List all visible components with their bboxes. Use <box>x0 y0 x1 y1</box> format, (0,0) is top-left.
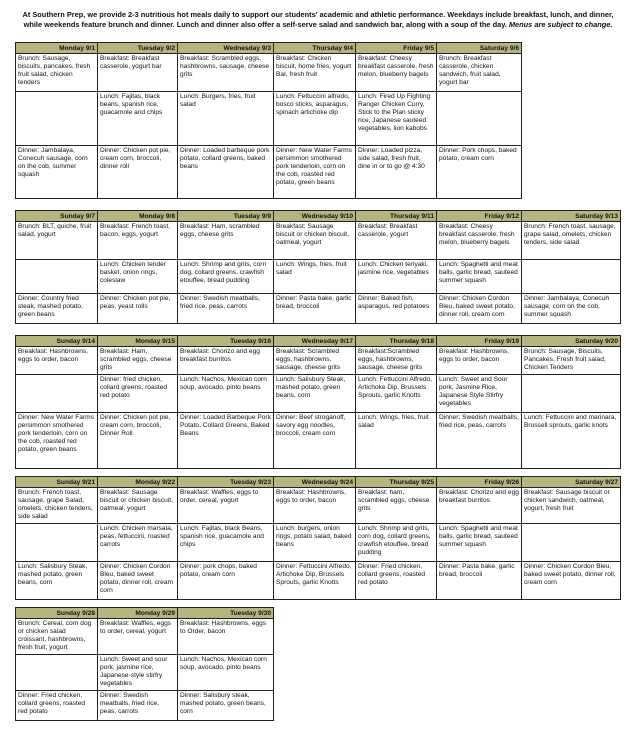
meal-cell: Dinner: Swedish meatballs, fried rice, peas, carrots <box>437 413 522 469</box>
day-header: Tuesday 9/16 <box>178 336 274 347</box>
meal-cell: Breakfast: Breakfast casserole, yogurt <box>356 222 437 260</box>
day-header: Sunday 9/28 <box>16 608 98 619</box>
meal-cell: Brunch: Breakfast casserole, chicken sandwich, fruit salad, yogurt bar <box>437 54 522 92</box>
meal-cell: Dinner: Fried chicken, collard greens, roasted red potato <box>16 691 98 721</box>
meal-cell: Breakfast: ham, scrambled eggs, cheese grits <box>356 488 437 524</box>
meal-row-lunch <box>16 375 621 413</box>
meal-cell: Breakfast: Sausage biscuit or chicken biscuit, oatmeal, yogurt <box>274 222 356 260</box>
meal-cell: Lunch: Fajitas, black beans, spanish rice, guacamole and chips <box>98 92 178 146</box>
meal-cell: Lunch: Shrimp and grits, corn dog, collard greens, crawfish etouffee, bread pudding <box>178 260 274 294</box>
meal-cell: Dinner: Fried chicken, collard greens, roasted red potato <box>356 562 437 600</box>
meal-cell: Dinner: Swedish meatballs, fried rice, peas, carrots <box>178 294 274 324</box>
meal-cell <box>16 260 98 294</box>
meal-cell: Lunch: Wings, fries, fruit salad <box>356 413 437 469</box>
intro-note: Menus are subject to change. <box>508 19 613 29</box>
meal-cell: Breakfast: Cheesy breakfast casserole, fresh melon, blueberry bagels <box>356 54 437 92</box>
meal-cell: Dinner: Loaded Barbeque Pork Potato, Collard Greens, Baked Beans <box>178 413 274 469</box>
day-header: Thursday 9/18 <box>356 336 437 347</box>
day-header: Sunday 9/14 <box>16 336 98 347</box>
meal-cell: Breakfast: Scrambled eggs, hashbrowns, sausage, cheese grits <box>178 54 274 92</box>
meal-cell: Dinner: New Water Farms persimmon smothered pork tenderloin, corn on the cob, roasted red potato, green beans <box>16 413 98 469</box>
meal-cell: Dinner: Chicken pot pie, cream corn, broccoli, Dinner Roll <box>98 413 178 469</box>
meal-cell: Breakfast: French toast, bacon, eggs, yogurt <box>98 222 178 260</box>
meal-row-dinner <box>16 691 274 721</box>
meal-cell: Lunch: Salisbury Steak, mashed potato, green beans, corn <box>274 375 356 413</box>
meal-cell <box>522 260 621 294</box>
meal-cell: Dinner: Country fried steak, mashed potato, green beans <box>16 294 98 324</box>
meal-cell <box>16 92 98 146</box>
meal-cell: Lunch: Fajitas, black Beans, spanish rice, guacamole and chips <box>178 524 274 562</box>
day-header: Friday 9/26 <box>437 477 522 488</box>
menu-intro <box>18 10 618 29</box>
day-header: Monday 9/22 <box>98 477 178 488</box>
meal-cell: Breakfast: Sausage biscuit or chicken sandwich, oatmeal, yogurt, fresh fruit <box>522 488 621 524</box>
meal-cell: Breakfast: Waffles, eggs to order, cereal, yogurt <box>178 488 274 524</box>
meal-cell: Breakfast: Ham, scrambled eggs, cheese grits <box>98 347 178 375</box>
day-header: Thursday 9/4 <box>274 43 356 54</box>
meal-cell: Dinner: Chicken Cordon Bleu, baked sweet potato, dinner roll, cream corn <box>437 294 522 324</box>
meal-cell: Breakfast: Breakfast casserole, yogurt bar <box>98 54 178 92</box>
meal-cell <box>16 524 98 562</box>
day-header: Tuesday 9/23 <box>178 477 274 488</box>
day-header: Monday 9/1 <box>16 43 98 54</box>
meal-cell: Breakfast: Cheesy breakfast casserole, fresh melon, blueberry bagels <box>437 222 522 260</box>
day-header: Tuesday 9/30 <box>178 608 274 619</box>
meal-cell: Dinner: Fettuccini Alfredo, Artichoke Dip, Brussels Sprouts, garlic Knotts <box>274 562 356 600</box>
day-header: Tuesday 9/2 <box>98 43 178 54</box>
meal-cell: Breakfast: Chorizo and egg breakfast burritos <box>437 488 522 524</box>
meal-row-dinner <box>16 146 522 199</box>
meal-row-lunch <box>16 655 274 691</box>
day-header: Sunday 9/7 <box>16 211 98 222</box>
meal-cell <box>16 655 98 691</box>
meal-row-morning <box>16 619 274 655</box>
meal-cell: Dinner: Loaded barbeque pork potato, collard greens, baked beans <box>178 146 274 199</box>
meal-cell: Dinner: Salisbury steak, mashed potato, green beans, corn <box>178 691 274 721</box>
meal-cell: Dinner: Swedish meatballs, fried rice, peas, carrots <box>98 691 178 721</box>
day-header: Wednesday 9/24 <box>274 477 356 488</box>
meal-cell: Lunch: Nachos, Mexican corn soup, avocado, pinto beans <box>178 655 274 691</box>
meal-row-lunch <box>16 260 621 294</box>
meal-cell: Lunch: burgers, onion rings, potato salad, baked beans <box>274 524 356 562</box>
week-header-row <box>16 477 621 488</box>
meal-cell: Brunch: BLT, quiche, fruit salad, yogurt <box>16 222 98 260</box>
meal-cell: Dinner: Baked fish, asparagus, red potatoes <box>356 294 437 324</box>
meal-cell: Brunch: French toast, sausage, grape salad, omelets, chicken tenders, side salad <box>522 222 621 260</box>
day-header: Friday 9/12 <box>437 211 522 222</box>
day-header: Sunday 9/21 <box>16 477 98 488</box>
meal-cell: Breakfast: Chorizo and egg breakfast burritos <box>178 347 274 375</box>
meal-cell: Breakfast: Waffles, eggs to order, cereal, yogurt <box>98 619 178 655</box>
meal-cell: Lunch: Chicken marsala, peas, fettuccini, roasted carrots <box>98 524 178 562</box>
meal-cell: Breakfast: Ham, scrambled eggs, cheese grits <box>178 222 274 260</box>
week-header-row <box>16 608 274 619</box>
meal-cell: Dinner: New Water Farms persimmon smothered pork tenderloin, corn on the cob, roasted red potato, green beans <box>274 146 356 199</box>
meal-cell: Lunch: Sweet and Sour pork, Jasmine Rice, Japanese Style Stirfry vegetables <box>437 375 522 413</box>
meal-cell <box>437 92 522 146</box>
day-header: Thursday 9/25 <box>356 477 437 488</box>
week-table-5 <box>15 607 274 721</box>
meal-cell: Dinner: Loaded pizza, side salad, fresh fruit, dine in or to go @ 4:30 <box>356 146 437 199</box>
meal-cell: Dinner: pork chops, baked potato, cream corn <box>178 562 274 600</box>
day-header: Saturday 9/6 <box>437 43 522 54</box>
day-header: Saturday 9/13 <box>522 211 621 222</box>
meal-cell: Brunch: French toast, sausage, grape Salad, omelets, chicken tenders, side salad <box>16 488 98 524</box>
day-header: Friday 9/19 <box>437 336 522 347</box>
day-header: Monday 9/15 <box>98 336 178 347</box>
meal-cell: Lunch: Fettuccini Alfredo, Artichoke Dip, Brussels Sprouts, garlic Knotts <box>356 375 437 413</box>
meal-row-lunch <box>16 92 522 146</box>
meal-cell: Lunch: Shrimp and grits, corn dog, collard greens, crawfish etouffee, bread pudding <box>356 524 437 562</box>
meal-cell: Dinner: Jambalaya, Conecuh sausage, corn on the cob, summer squash <box>16 146 98 199</box>
week-table-4 <box>15 476 621 600</box>
meal-cell: Lunch: Chicken teriyaki, jasmine rice, vegetables <box>356 260 437 294</box>
meal-cell: Breakfast: Hashbrowns, eggs to order, bacon <box>16 347 98 375</box>
week-table-2 <box>15 210 621 324</box>
week-header-row <box>16 43 522 54</box>
meal-cell: Breakfast: Chicken biscuit, home fries, yogurt Bar, fresh fruit <box>274 54 356 92</box>
meal-cell: Breakfast: Hashbrowns, eggs to Order, bacon <box>178 619 274 655</box>
day-header: Saturday 9/27 <box>522 477 621 488</box>
day-header: Wednesday 9/17 <box>274 336 356 347</box>
meal-cell: Lunch: Wings, fries, fruit salad <box>274 260 356 294</box>
meal-cell: Breakfast: Hashbrowns, eggs to order, bacon <box>437 347 522 375</box>
week-table-1 <box>15 42 522 199</box>
meal-cell: Lunch: Salisbury Steak, mashed potato, green beans, corn <box>16 562 98 600</box>
meal-cell <box>16 375 98 413</box>
meal-cell <box>522 524 621 562</box>
meal-cell: Breakfast: Sausage biscuit or chicken biscuit, oatmeal, yogurt <box>98 488 178 524</box>
week-table-3 <box>15 335 621 469</box>
meal-row-morning <box>16 488 621 524</box>
meal-cell: Lunch: Spaghetti and meat balls, garlic bread, sauteed summer squash <box>437 524 522 562</box>
meal-cell: Lunch: Spaghetti and meat balls, garlic bread, sauteed summer squash <box>437 260 522 294</box>
meal-cell: Dinner: Chicken Cordon Bleu, baked sweet potato, dinner roll, cream corn <box>522 562 621 600</box>
meal-cell: Dinner: Pasta bake, garlic bread, broccoli <box>274 294 356 324</box>
meal-cell: Lunch: Sweet and sour pork, jasmine rice, Japanese-style stirfry vegetables <box>98 655 178 691</box>
day-header: Monday 9/29 <box>98 608 178 619</box>
day-header: Monday 9/8 <box>98 211 178 222</box>
meal-cell: Dinner: fried chicken, collard greens, roasted red potato <box>98 375 178 413</box>
meal-cell: Dinner: Chicken pot pie, cream corn, broccoli, dinner roll <box>98 146 178 199</box>
meal-row-morning <box>16 347 621 375</box>
day-header: Tuesday 9/9 <box>178 211 274 222</box>
meal-cell <box>522 375 621 413</box>
week-header-row <box>16 336 621 347</box>
meal-cell: Breakfast: Hashbrowns, eggs to order, bacon <box>274 488 356 524</box>
day-header: Thursday 9/11 <box>356 211 437 222</box>
meal-cell: Brunch: Sausage, Biscuits, Pancakes. Fresh fruit salad, Chicken Tenders <box>522 347 621 375</box>
week-header-row <box>16 211 621 222</box>
day-header: Wednesday 9/10 <box>274 211 356 222</box>
meal-cell: Lunch: Fettuccini alfredo, bosco sticks, asparagus, spinach artichoke dip <box>274 92 356 146</box>
meal-cell: Lunch: Fettuccini and marinara, Brussell sprouts, garlic knots <box>522 413 621 469</box>
meal-cell: Lunch: Fired Up Fighting Ranger Chicken Curry, Stick to the Plan sticky rice, Japanese sauteed vegetables, lion kabobs <box>356 92 437 146</box>
meal-cell: Brunch: Cereal, corn dog or chicken salad croissant, hashbrowns, fresh fruit, yogurt <box>16 619 98 655</box>
meal-cell: Breakfast: Scrambled eggs, hashbrowns, sausage, cheese grits <box>274 347 356 375</box>
meal-cell: Lunch: Burgers, fries, fruit salad <box>178 92 274 146</box>
meal-row-dinner <box>16 413 621 469</box>
meal-cell: Lunch: Chicken tender basket, onion rings, coleslaw <box>98 260 178 294</box>
day-header: Saturday 9/20 <box>522 336 621 347</box>
meal-cell: Dinner: Jambalaya, Conecuh sausage, corn on the cob, summer squash <box>522 294 621 324</box>
meal-cell: Dinner: Chicken pot pie, peas, yeast rolls <box>98 294 178 324</box>
meal-cell: Dinner: Pasta bake, garlic bread, broccoli <box>437 562 522 600</box>
meal-cell: Dinner: Beef stroganoff, savory egg noodles, broccoli, cream corn <box>274 413 356 469</box>
meal-row-dinner <box>16 562 621 600</box>
meal-row-dinner <box>16 294 621 324</box>
meal-cell: Brunch: Sausage, biscuits, pancakes, fresh fruit salad, chicken tenders <box>16 54 98 92</box>
meal-row-morning <box>16 54 522 92</box>
day-header: Friday 9/5 <box>356 43 437 54</box>
meal-row-lunch <box>16 524 621 562</box>
meal-row-morning <box>16 222 621 260</box>
meal-cell: Lunch: Nachos, Mexican corn soup, avocado, pinto beans <box>178 375 274 413</box>
intro-text: At Southern Prep, we provide 2-3 nutritious hot meals daily to support our students' academic and athletic performance. Weekdays include breakfast, lunch, and dinner, while weekends feature brunch and dinner. Lunch and dinner also offer a self-serve salad and sandwich bar, along with a soup of the day. <box>22 10 614 29</box>
meal-cell: Dinner: Chicken Cordon Bleu, baked sweet potato, dinner roll, cream corn <box>98 562 178 600</box>
day-header: Wednesday 9/3 <box>178 43 274 54</box>
meal-cell: Dinner: Pork chops, baked potato, cream corn <box>437 146 522 199</box>
meal-cell: Breakfast:Scrambled eggs, hashbrowns, sausage, cheese grits <box>356 347 437 375</box>
